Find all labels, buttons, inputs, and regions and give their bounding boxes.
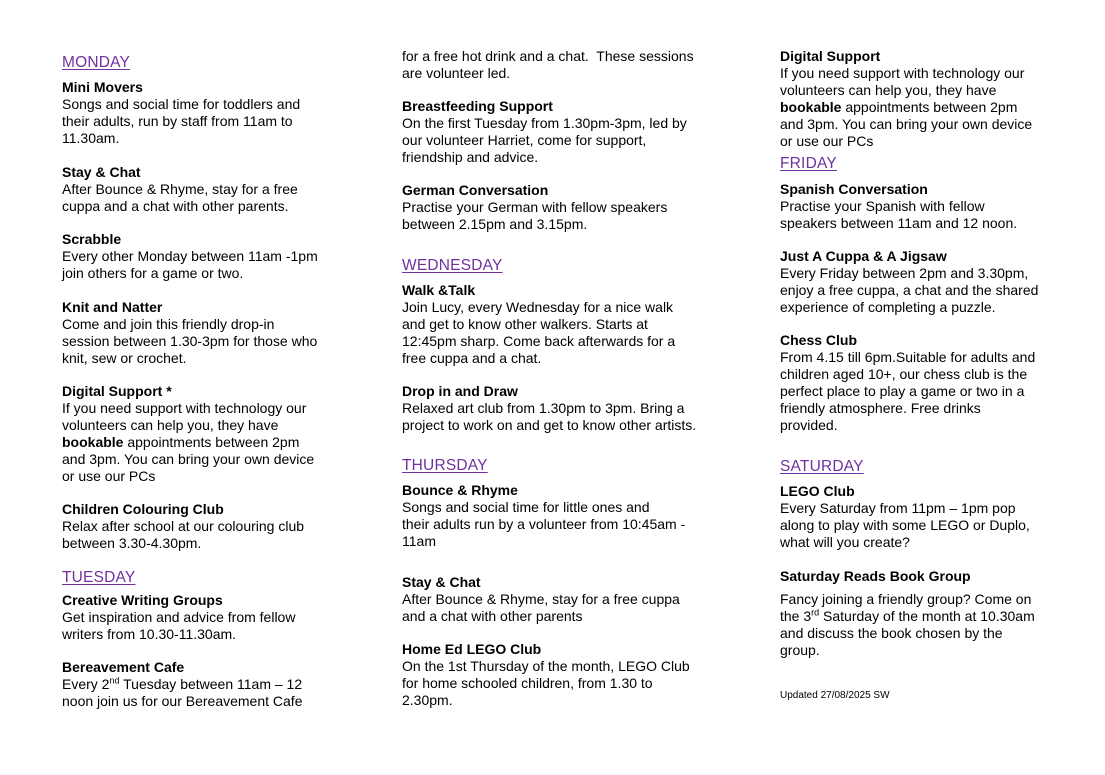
activity-line: and get to know other walkers. Starts at: [402, 316, 648, 332]
activity-line: perfect place to play a game or two in a: [780, 383, 1025, 399]
activity-saturday-reads: [780, 568, 1080, 659]
activity-title: German Conversation: [402, 182, 549, 198]
activity-title: Creative Writing Groups: [62, 592, 223, 608]
activity-line: friendship and advice.: [402, 149, 539, 165]
bookable-emphasis: bookable: [780, 99, 842, 115]
activity-line: Every Friday between 2pm and 3.30pm,: [780, 265, 1029, 281]
activity-line: Get inspiration and advice from fellow: [62, 609, 296, 625]
activity-line: Songs and social time for toddlers and: [62, 96, 301, 112]
activity-line: bookable appointments between 2pm: [62, 434, 300, 450]
activity-line: their adults run by a volunteer from 10:45am -: [402, 516, 686, 532]
activity-line: provided.: [780, 417, 838, 433]
activity-line: 12:45pm sharp. Come back afterwards for a: [402, 333, 676, 349]
day-heading-saturday: SATURDAY: [780, 458, 864, 475]
activity-line: free cuppa and a chat.: [402, 350, 542, 366]
activity-walk-talk: [402, 282, 722, 367]
activity-title: Stay & Chat: [62, 164, 141, 180]
activity-line: bookable appointments between 2pm: [780, 99, 1018, 115]
activity-line: or use our PCs: [62, 468, 156, 484]
activity-line: Join Lucy, every Wednesday for a nice walk: [402, 299, 674, 315]
activity-line: children aged 10+, our chess club is the: [780, 366, 1028, 382]
updated-note: Updated 27/08/2025 SW: [780, 690, 890, 701]
activity-line: Every Saturday from 11pm – 1pm pop: [780, 500, 1016, 516]
activity-digital-support-monday: [62, 383, 362, 485]
activity-line: or use our PCs: [780, 133, 874, 149]
activity-line: and discuss the book chosen by the: [780, 625, 1003, 641]
activity-line: speakers between 11am and 12 noon.: [780, 215, 1018, 231]
activity-title: Home Ed LEGO Club: [402, 641, 542, 657]
activity-scrabble: [62, 231, 362, 282]
activity-line: 2.30pm.: [402, 692, 453, 708]
activity-line: Every 2nd Tuesday between 11am – 12: [62, 675, 303, 692]
day-heading-friday: FRIDAY: [780, 155, 837, 172]
activity-line: On the 1st Thursday of the month, LEGO Club: [402, 658, 690, 674]
bookable-emphasis: bookable: [62, 434, 124, 450]
activity-line: our volunteer Harriet, come for support,: [402, 132, 647, 148]
day-heading-thursday: THURSDAY: [402, 457, 488, 474]
activity-title: Children Colouring Club: [62, 501, 224, 517]
activity-title: Digital Support: [780, 48, 881, 64]
activity-lego-club: [780, 483, 1080, 551]
activity-knit-natter: [62, 299, 362, 367]
activity-line: Fancy joining a friendly group? Come on: [780, 591, 1032, 607]
activity-line: On the first Tuesday from 1.30pm-3pm, led by: [402, 115, 687, 131]
activity-cuppa-jigsaw: [780, 248, 1080, 316]
activity-line: After Bounce & Rhyme, stay for a free cuppa: [402, 591, 680, 607]
activity-line: knit, sew or crochet.: [62, 350, 187, 366]
activity-line: session between 1.30-3pm for those who: [62, 333, 318, 349]
day-heading-wednesday: WEDNESDAY: [402, 257, 503, 274]
activity-line: writers from 10.30-11.30am.: [62, 626, 237, 642]
activity-line: the 3rd Saturday of the month at 10.30am: [780, 607, 1035, 624]
activity-line: experience of completing a puzzle.: [780, 299, 996, 315]
activity-title: Mini Movers: [62, 79, 143, 95]
activity-line: between 3.30-4.30pm.: [62, 535, 202, 551]
activity-line: If you need support with technology our: [780, 65, 1025, 81]
activity-line: 11.30am.: [62, 130, 120, 146]
activity-line: are volunteer led.: [402, 65, 511, 81]
activity-chess-club: [780, 332, 1080, 434]
activity-line: Relax after school at our colouring club: [62, 518, 305, 534]
activity-line: Come and join this friendly drop-in: [62, 316, 275, 332]
day-heading-monday: MONDAY: [62, 54, 131, 71]
activity-line: From 4.15 till 6pm.Suitable for adults and: [780, 349, 1036, 365]
activity-line: friendly atmosphere. Free drinks: [780, 400, 981, 416]
activity-title: Bereavement Cafe: [62, 659, 185, 675]
activity-title: Saturday Reads Book Group: [780, 568, 971, 584]
activity-line: what will you create?: [780, 534, 910, 550]
activity-line: for home schooled children, from 1.30 to: [402, 675, 653, 691]
activity-line: and 3pm. You can bring your own device: [62, 451, 315, 467]
activity-children-colouring: [62, 501, 362, 552]
activity-title: Scrabble: [62, 231, 122, 247]
activity-bereavement-cafe-continued: [402, 48, 722, 82]
activity-line: join others for a game or two.: [62, 265, 244, 281]
activity-breastfeeding-support: [402, 98, 722, 166]
activity-title: Chess Club: [780, 332, 858, 348]
activity-line: enjoy a free cuppa, a chat and the shared: [780, 282, 1039, 298]
activity-drop-in-draw: [402, 383, 722, 434]
activity-title: Breastfeeding Support: [402, 98, 553, 114]
activity-home-ed-lego: [402, 641, 722, 709]
activity-line: volunteers can help you, they have: [780, 82, 997, 98]
activity-title: Stay & Chat: [402, 574, 481, 590]
activity-line: and a chat with other parents: [402, 608, 583, 624]
activity-bounce-rhyme: [402, 482, 722, 550]
activity-bereavement-cafe: [62, 659, 362, 710]
activity-line: Practise your Spanish with fellow: [780, 198, 985, 214]
activity-line: Relaxed art club from 1.30pm to 3pm. Bring a: [402, 400, 685, 416]
activity-title: Spanish Conversation: [780, 181, 928, 197]
activity-stay-chat-thursday: [402, 574, 722, 625]
activity-line: After Bounce & Rhyme, stay for a free: [62, 181, 298, 197]
activity-line: their adults, run by staff from 11am to: [62, 113, 293, 129]
activity-digital-support-thursday: [780, 48, 1080, 150]
activity-creative-writing: [62, 592, 362, 643]
activity-line: Songs and social time for little ones and: [402, 499, 650, 515]
activity-line: Practise your German with fellow speakers: [402, 199, 668, 215]
activity-line: and 3pm. You can bring your own device: [780, 116, 1033, 132]
activity-stay-chat: [62, 164, 362, 215]
activity-line: between 2.15pm and 3.15pm.: [402, 216, 588, 232]
activity-line: project to work on and get to know other artists.: [402, 417, 697, 433]
activity-line: If you need support with technology our: [62, 400, 307, 416]
activity-line: along to play with some LEGO or Duplo,: [780, 517, 1030, 533]
activity-title: Just A Cuppa & A Jigsaw: [780, 248, 947, 264]
activity-line: group.: [780, 642, 820, 658]
activity-title: Digital Support *: [62, 383, 172, 399]
activity-line: volunteers can help you, they have: [62, 417, 279, 433]
activity-line: for a free hot drink and a chat. These sessions: [402, 48, 694, 64]
activity-title: Knit and Natter: [62, 299, 163, 315]
activity-title: Bounce & Rhyme: [402, 482, 518, 498]
activity-spanish-conversation: [780, 181, 1080, 232]
activity-title: Drop in and Draw: [402, 383, 518, 399]
activity-title: Walk &Talk: [402, 282, 476, 298]
activity-line: 11am: [402, 533, 436, 549]
activity-line: noon join us for our Bereavement Cafe: [62, 693, 303, 709]
activity-line: cuppa and a chat with other parents.: [62, 198, 289, 214]
activity-mini-movers: [62, 79, 362, 147]
activity-line: Every other Monday between 11am -1pm: [62, 248, 318, 264]
activity-german-conversation: [402, 182, 722, 233]
day-heading-tuesday: TUESDAY: [62, 569, 136, 586]
activity-title: LEGO Club: [780, 483, 855, 499]
